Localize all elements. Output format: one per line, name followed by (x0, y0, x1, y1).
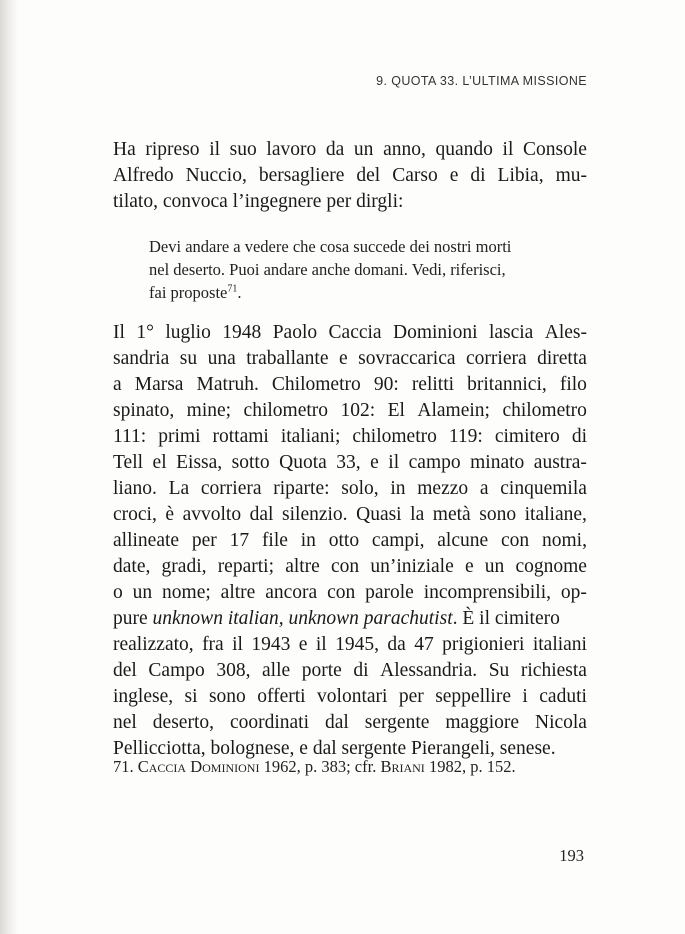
main-line: Tell el Eissa, sotto Quota 33, e il campo minato austra- (113, 452, 587, 473)
main-line-last: Pellicciotta, bolognese, e dal sergente Pierangeli, senese. (113, 738, 556, 759)
main-line-italic (113, 606, 587, 632)
main-line: Il 1° luglio 1948 Paolo Caccia Dominioni lascia Ales- (113, 322, 587, 343)
main-line: 111: primi rottami italiani; chilometro 119: cimitero di (113, 426, 587, 447)
main-paragraph (113, 320, 587, 762)
footnote-author: Caccia Dominioni (137, 757, 260, 776)
footnote (113, 757, 516, 777)
intro-line: Alfredo Nuccio, bersagliere del Carso e di Libia, mu- (113, 165, 587, 186)
intro-paragraph (113, 137, 587, 215)
main-line: allineate per 17 file in otto campi, alcune con nomi, (113, 530, 587, 551)
intro-line: Ha ripreso il suo lavoro da un anno, quando il Console (113, 139, 587, 160)
footnote-number: 71. (113, 757, 134, 776)
quote-last-punct: . (237, 283, 242, 302)
footnote-ref-text: 1982, p. 152. (424, 757, 516, 776)
main-line: inglese, si sono offerti volontari per seppellire i caduti (113, 686, 587, 707)
main-line: date, gradi, reparti; altre con un’iniziale e un cognome (113, 556, 587, 577)
italic-prefix: pure (113, 608, 153, 629)
running-head: 9. QUOTA 33. L’ULTIMA MISSIONE (376, 74, 587, 88)
footnote-ref-text: 1962, p. 383; cfr. (259, 757, 381, 776)
gutter-shadow (0, 0, 18, 934)
main-line: sandria su una traballante e sovraccarica corriera diretta (113, 348, 587, 369)
quote-line: nel deserto. Puoi andare anche domani. Vedi, riferisci, (149, 260, 506, 279)
block-quote (149, 235, 586, 304)
main-line: croci, è avvolto dal silenzio. Quasi la metà sono italiane, (113, 504, 587, 525)
main-line: liano. La corriera riparte: solo, in mezzo a cinquemila (113, 478, 587, 499)
footnote-ref[interactable]: 71 (227, 283, 238, 295)
italic-suffix: . È il cimitero (452, 608, 560, 629)
main-line: spinato, mine; chilometro 102: El Alamein; chilometro (113, 400, 587, 421)
main-line: nel deserto, coordinati dal sergente maggiore Nicola (113, 712, 587, 733)
main-line: o un nome; altre ancora con parole incomprensibili, op- (113, 582, 587, 603)
quote-last-text: fai proposte (149, 283, 228, 302)
main-line: a Marsa Matruh. Chilometro 90: relitti britannici, filo (113, 374, 587, 395)
footnote-author: Briani (380, 757, 425, 776)
quote-line-last (149, 281, 586, 304)
page-number: 193 (559, 846, 584, 865)
quote-line: Devi andare a vedere che cosa succede dei nostri morti (149, 237, 512, 256)
main-line: del Campo 308, alle porte di Alessandria. Su richiesta (113, 660, 587, 681)
main-line: realizzato, fra il 1943 e il 1945, da 47 prigionieri italiani (113, 634, 587, 655)
italic-phrase: unknown italian, unknown parachutist (152, 608, 453, 629)
intro-line: tilato, convoca l’ingegnere per dirgli: (113, 191, 404, 212)
